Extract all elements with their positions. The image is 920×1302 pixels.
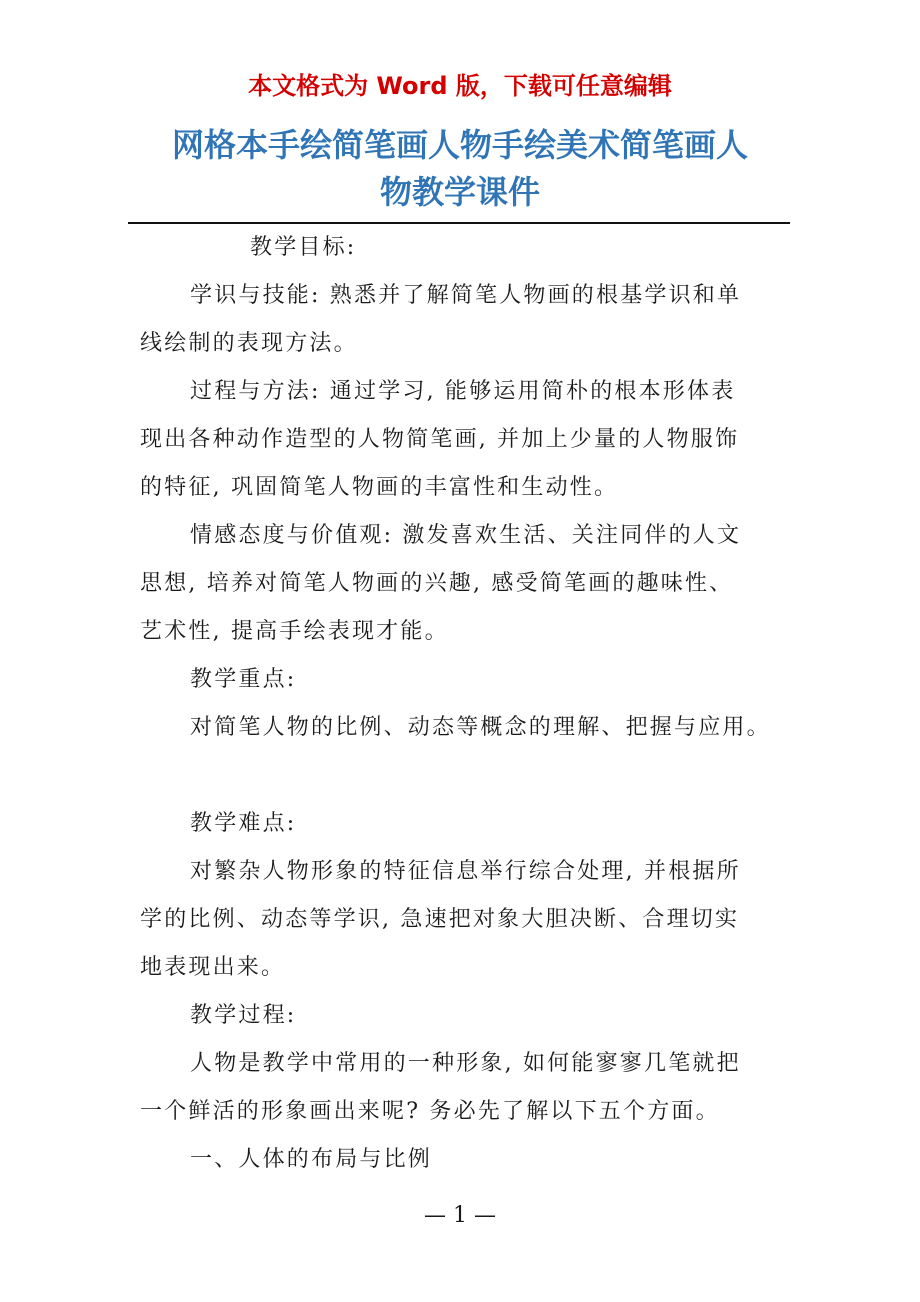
paragraph-line: 地表现出来。 [140,955,286,980]
heading-difficulties: 教学难点: [190,811,297,836]
paragraph-knowledge-skills: 学识与技能: 熟悉并了解简笔人物画的根基学识和单 [190,283,742,308]
paragraph-line: 思想, 培养对简笔人物画的兴趣, 感受简笔画的趣味性、 [140,571,734,596]
paragraph-line: 现出各种动作造型的人物简笔画, 并加上少量的人物服饰 [140,427,740,452]
heading-key-points: 教学重点: [190,667,297,692]
title-line-2: 物教学课件 [379,173,540,211]
paragraph-process-method: 过程与方法: 通过学习, 能够运用简朴的根本形体表 [190,379,736,404]
page-number: — 1 — [424,1203,496,1228]
document-title [140,122,780,216]
paragraph-teaching-process: 人物是教学中常用的一种形象, 如何能寥寥几笔就把 [190,1051,741,1076]
paragraph-line: 线绘制的表现方法。 [140,331,358,356]
paragraph-line: 的特征, 巩固简笔人物画的丰富性和生动性。 [140,475,619,500]
blank-line [140,752,770,800]
format-notice: 本文格式为 Word 版，下载可任意编辑 [248,72,672,100]
section-heading-structure-proportion: 一、人体的布局与比例 [190,1147,433,1172]
paragraph-key-points: 对简笔人物的比例、动态等概念的理解、把握与应用。 [190,715,771,740]
heading-teaching-process: 教学过程: [190,1003,297,1028]
paragraph-emotion-values: 情感态度与价值观: 激发喜欢生活、关注同伴的人文 [190,523,742,548]
paragraph-difficulties: 对繁杂人物形象的特征信息举行综合处理, 并根据所 [190,859,741,884]
heading-teaching-objectives: 教学目标: [250,235,357,260]
paragraph-line: 艺术性, 提高手绘表现才能。 [140,619,449,644]
title-line-1: 网格本手绘简笔画人物手绘美术简笔画人 [171,126,748,164]
document-body [140,224,770,1184]
paragraph-line: 一个鲜活的形象画出来呢? 务必先了解以下五个方面。 [140,1099,720,1124]
paragraph-line: 学的比例、动态等学识, 急速把对象大胆决断、合理切实 [140,907,740,932]
